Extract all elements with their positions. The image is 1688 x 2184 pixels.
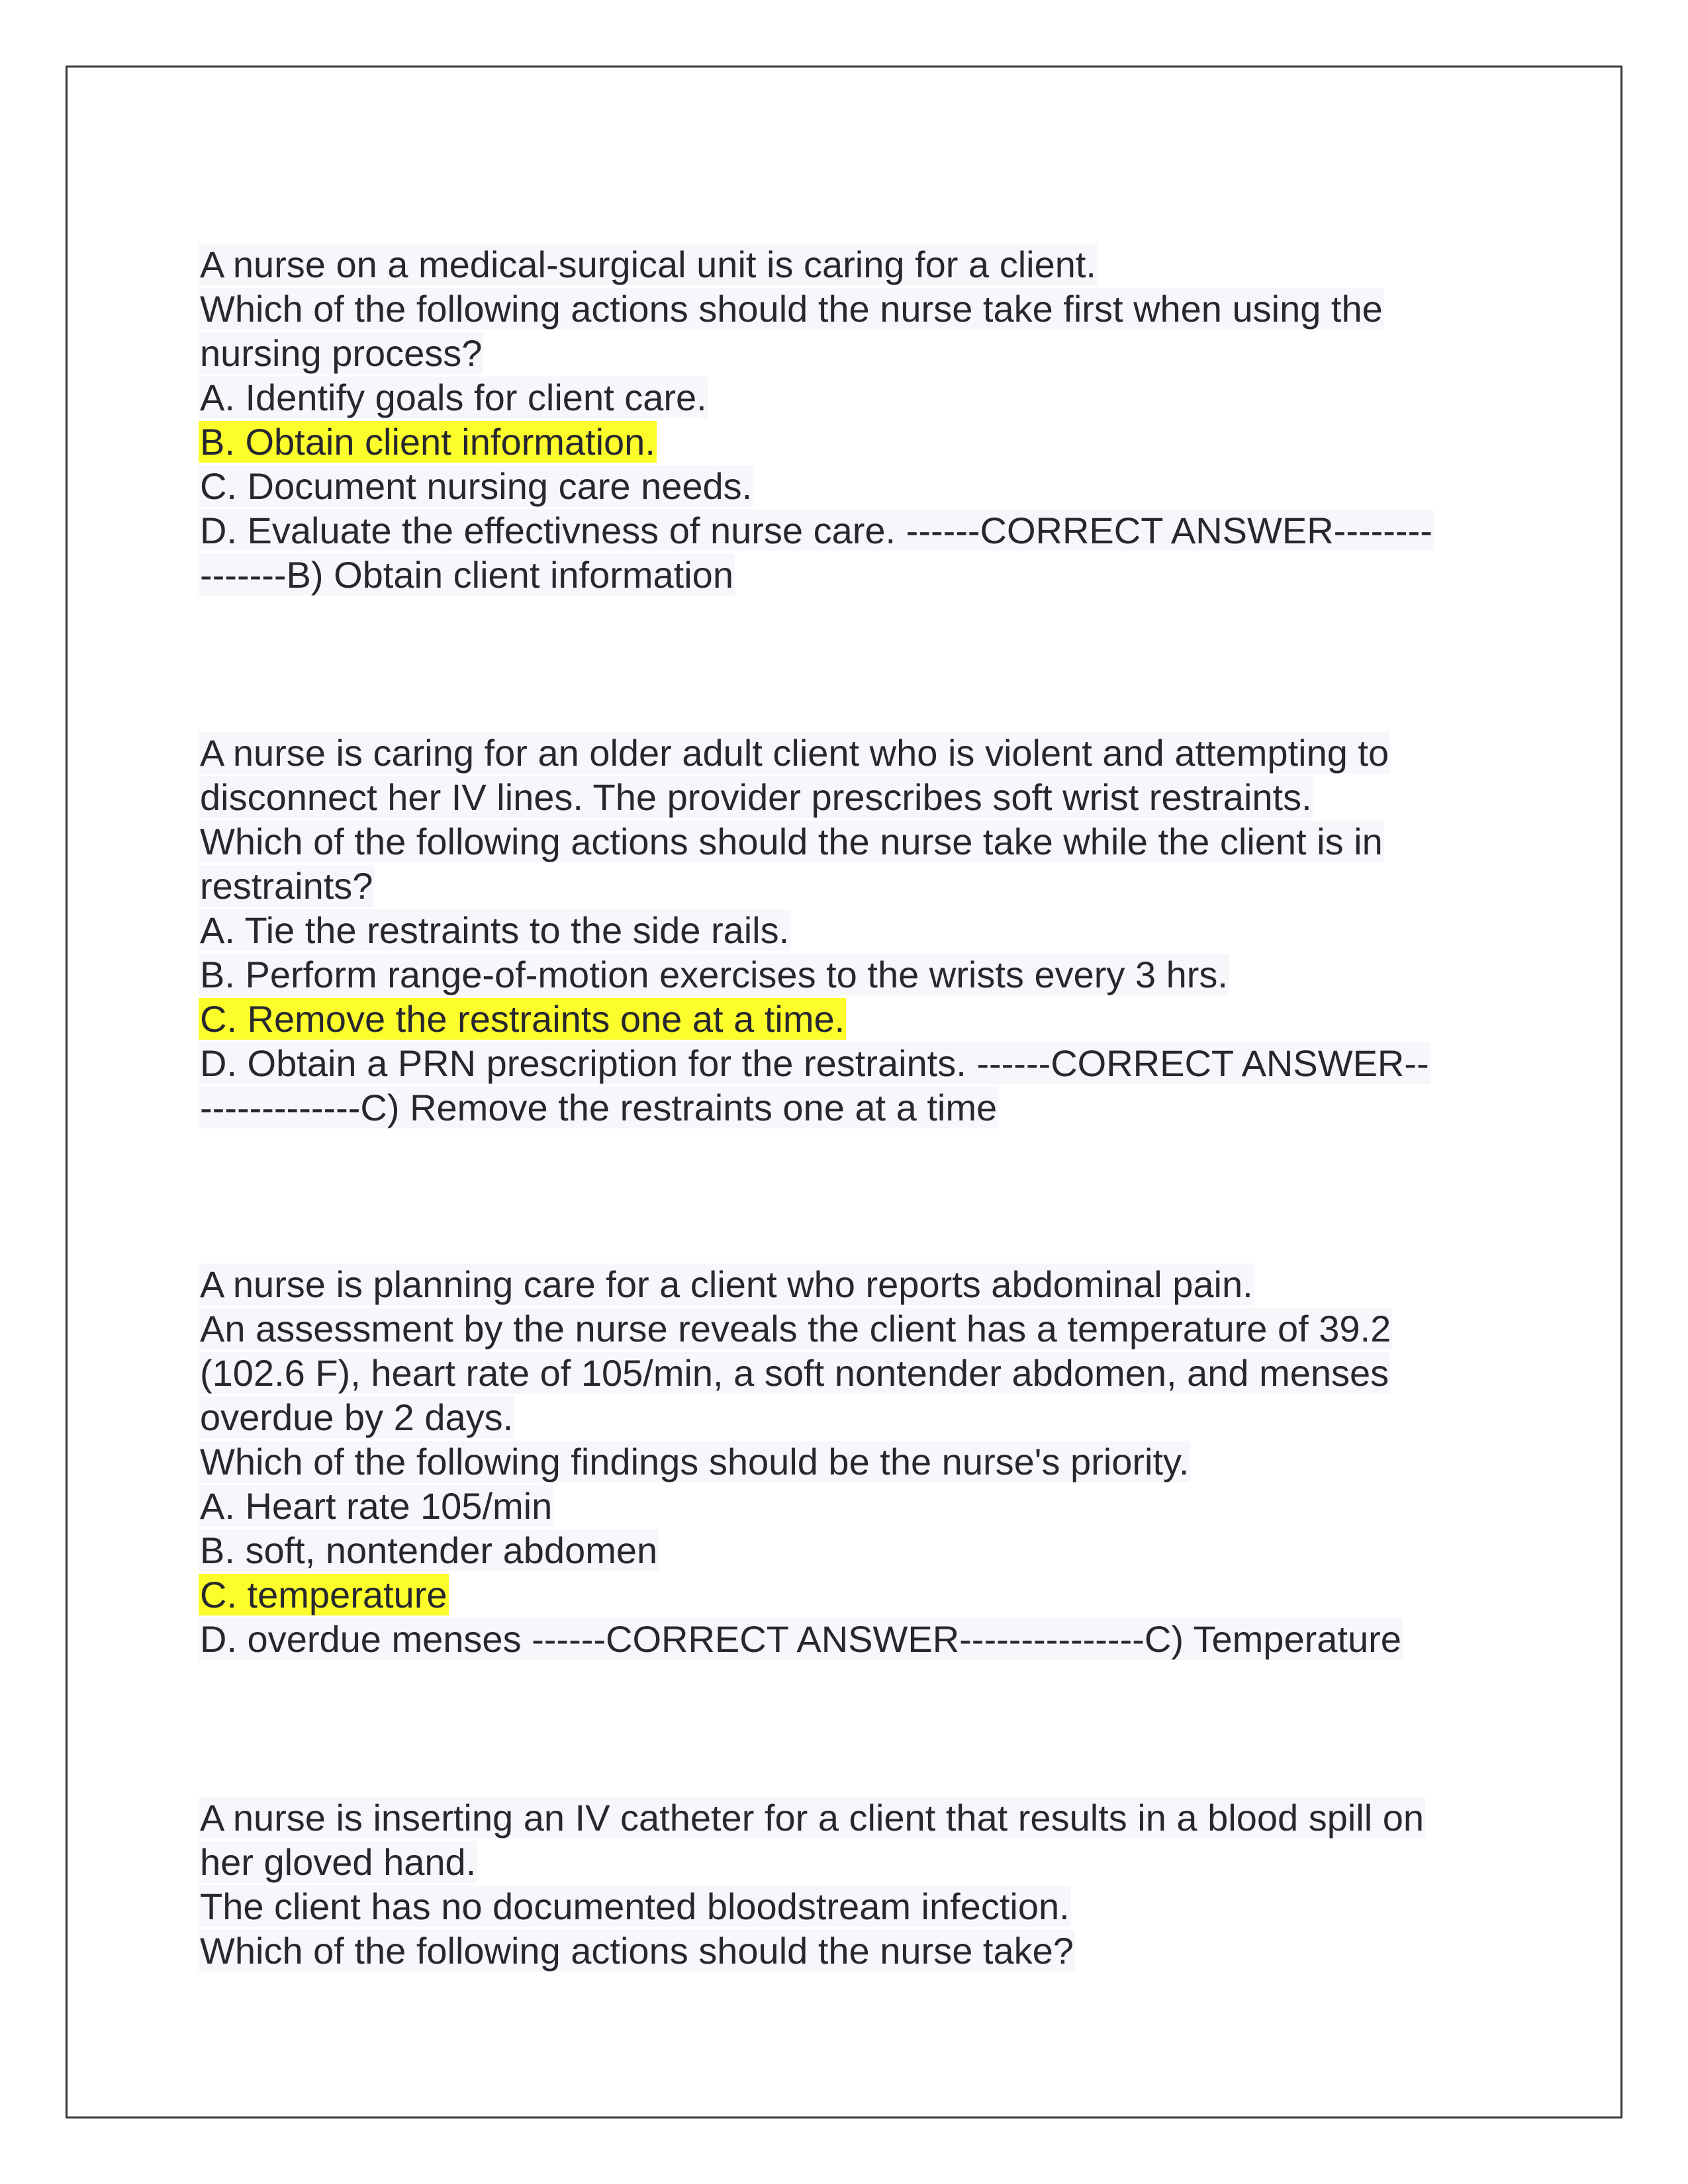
question-2-stem-line-4: restraints? [200,865,373,907]
question-3-stem-line-1: A nurse is planning care for a client who reports abdominal pain. [200,1263,1253,1305]
question-4-stem-line-4: Which of the following actions should the nurse take? [200,1930,1074,1972]
question-2-option-b: B. Perform range-of-motion exercises to the wrists every 3 hrs. [200,954,1228,995]
question-1-option-d: D. Evaluate the effectivness of nurse care. ------CORRECT ANSWER-------- [200,510,1432,551]
question-1-stem-line-3: nursing process? [200,332,483,374]
question-3-option-b: B. soft, nontender abdomen [200,1529,658,1571]
question-4-stem-line-1: A nurse is inserting an IV catheter for a client that results in a blood spill on [200,1797,1425,1839]
question-1-stem-line-1: A nurse on a medical-surgical unit is caring for a client. [200,244,1096,285]
question-4 [199,1796,1489,1973]
question-2-option-d: D. Obtain a PRN prescription for the restraints. ------CORRECT ANSWER-- [200,1042,1429,1084]
question-3-stem-line-3: (102.6 F), heart rate of 105/min, a soft nontender abdomen, and menses [200,1352,1389,1394]
question-2-stem-line-3: Which of the following actions should the nurse take while the client is in [200,821,1383,862]
question-1-option-b-highlighted: B. Obtain client information. [200,421,655,463]
question-2-option-a: A. Tie the restraints to the side rails. [200,909,790,951]
question-1-option-c: C. Document nursing care needs. [200,465,753,507]
question-3-option-d-answer: D. overdue menses ------CORRECT ANSWER---------------C) Temperature [200,1618,1401,1660]
question-3-option-c-highlighted: C. temperature [200,1574,447,1615]
question-2-stem-line-1: A nurse is caring for an older adult client who is violent and attempting to [200,732,1389,774]
question-1 [199,242,1489,597]
question-3-option-a: A. Heart rate 105/min [200,1485,553,1527]
question-3-stem-line-2: An assessment by the nurse reveals the client has a temperature of 39.2 [200,1308,1391,1349]
question-2 [199,731,1489,1130]
question-4-stem-line-3: The client has no documented bloodstream infection. [200,1886,1070,1927]
question-3 [199,1262,1489,1661]
question-2-option-c-highlighted: C. Remove the restraints one at a time. [200,998,845,1040]
question-1-option-a: A. Identify goals for client care. [200,377,707,418]
question-3-stem-line-4: overdue by 2 days. [200,1396,514,1438]
question-1-stem-line-2: Which of the following actions should the nurse take first when using the [200,288,1383,330]
question-2-answer: -------------C) Remove the restraints one at a time [200,1087,998,1128]
question-3-stem-line-5: Which of the following findings should be the nurse's priority. [200,1441,1190,1482]
question-4-stem-line-2: her gloved hand. [200,1841,477,1883]
question-2-stem-line-2: disconnect her IV lines. The provider prescribes soft wrist restraints. [200,776,1312,818]
question-1-answer: -------B) Obtain client information [200,554,733,596]
